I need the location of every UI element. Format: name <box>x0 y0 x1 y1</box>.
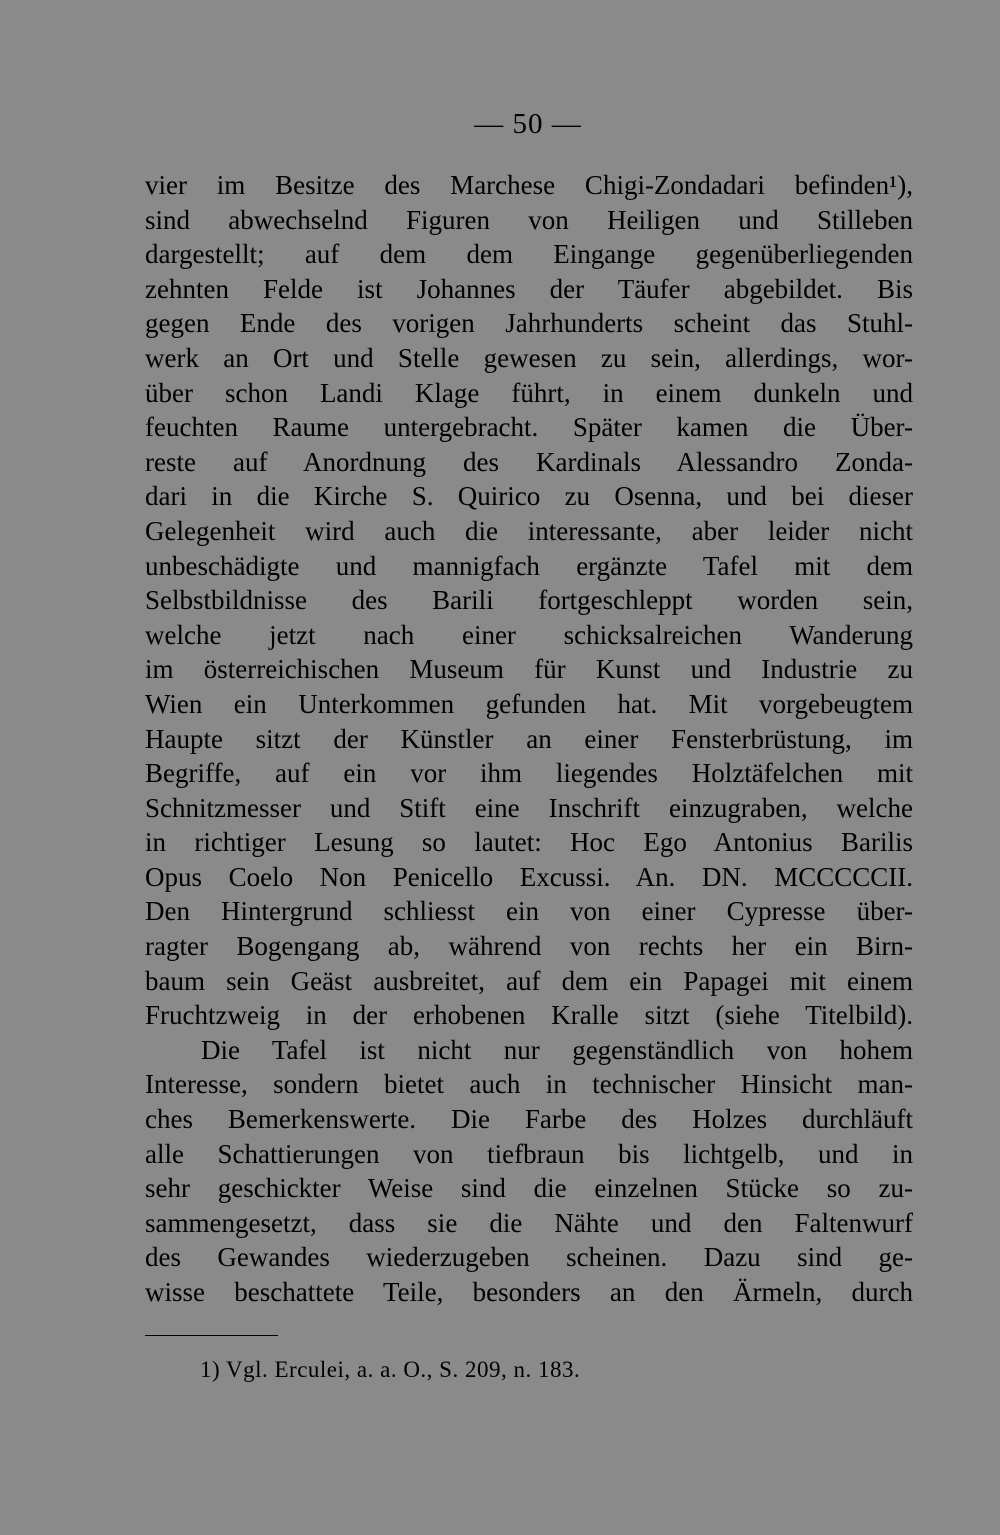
text-line: dargestellt; auf dem dem Eingange gegenüberliegenden <box>145 239 913 270</box>
text-line: in richtiger Lesung so lautet: Hoc Ego Antonius Barilis <box>145 827 913 858</box>
text-line: Selbstbildnisse des Barili fortgeschleppt worden sein, <box>145 585 913 616</box>
text-line: sammengesetzt, dass sie die Nähte und den Faltenwurf <box>145 1207 913 1238</box>
text-line: werk an Ort und Stelle gewesen zu sein, allerdings, wor- <box>145 342 913 373</box>
text-line: gegen Ende des vorigen Jahrhunderts scheint das Stuhl- <box>145 308 913 339</box>
text-line: Gelegenheit wird auch die interessante, aber leider nicht <box>145 515 913 546</box>
body-text <box>145 168 913 1310</box>
text-line: vier im Besitze des Marchese Chigi-Zondadari befinden¹), <box>145 170 913 200</box>
text-line: dari in die Kirche S. Quirico zu Osenna, und bei dieser <box>145 481 913 512</box>
text-line: wisse beschattete Teile, besonders an den Ärmeln, durch <box>145 1277 913 1307</box>
text-line: über schon Landi Klage führt, in einem dunkeln und <box>145 377 913 408</box>
text-line: Wien ein Unterkommen gefunden hat. Mit vorgebeugtem <box>145 688 913 719</box>
text-line: sind abwechselnd Figuren von Heiligen und Stilleben <box>145 204 913 235</box>
footnote-divider <box>145 1335 278 1336</box>
text-line: baum sein Geäst ausbreitet, auf dem ein Papagei mit einem <box>145 965 913 996</box>
text-line: des Gewandes wiederzugeben scheinen. Dazu sind ge- <box>145 1242 913 1273</box>
text-line: zehnten Felde ist Johannes der Täufer abgebildet. Bis <box>145 273 913 304</box>
text-line: reste auf Anordnung des Kardinals Alessandro Zonda- <box>145 446 913 477</box>
text-line: Haupte sitzt der Künstler an einer Fensterbrüstung, im <box>145 723 913 754</box>
text-line: Fruchtzweig in der erhobenen Kralle sitzt (siehe Titelbild). <box>145 1000 913 1031</box>
text-line: im österreichischen Museum für Kunst und Industrie zu <box>145 654 913 685</box>
text-line: unbeschädigte und mannigfach ergänzte Tafel mit dem <box>145 550 913 581</box>
text-line: sehr geschickter Weise sind die einzelnen Stücke so zu- <box>145 1173 913 1204</box>
text-line: welche jetzt nach einer schicksalreichen Wanderung <box>145 619 913 650</box>
text-line: ches Bemerkenswerte. Die Farbe des Holzes durchläuft <box>145 1104 913 1135</box>
text-line: Den Hintergrund schliesst ein von einer Cypresse über- <box>145 896 913 927</box>
page-number: — 50 — <box>474 108 582 140</box>
text-line: Begriffe, auf ein vor ihm liegendes Holztäfelchen mit <box>145 758 913 789</box>
footnote: 1) Vgl. Erculei, a. a. O., S. 209, n. 183. <box>200 1357 581 1382</box>
text-line: Opus Coelo Non Penicello Excussi. An. DN. MCCCCCII. <box>145 861 913 892</box>
text-line: ragter Bogengang ab, während von rechts her ein Birn- <box>145 931 913 962</box>
text-line: Die Tafel ist nicht nur gegenständlich von hohem <box>201 1034 913 1065</box>
text-line: Interesse, sondern bietet auch in technischer Hinsicht man- <box>145 1069 913 1100</box>
text-line: alle Schattierungen von tiefbraun bis lichtgelb, und in <box>145 1138 913 1169</box>
text-line: Schnitzmesser und Stift eine Inschrift einzugraben, welche <box>145 792 913 823</box>
text-line: feuchten Raume untergebracht. Später kamen die Über- <box>145 412 913 443</box>
